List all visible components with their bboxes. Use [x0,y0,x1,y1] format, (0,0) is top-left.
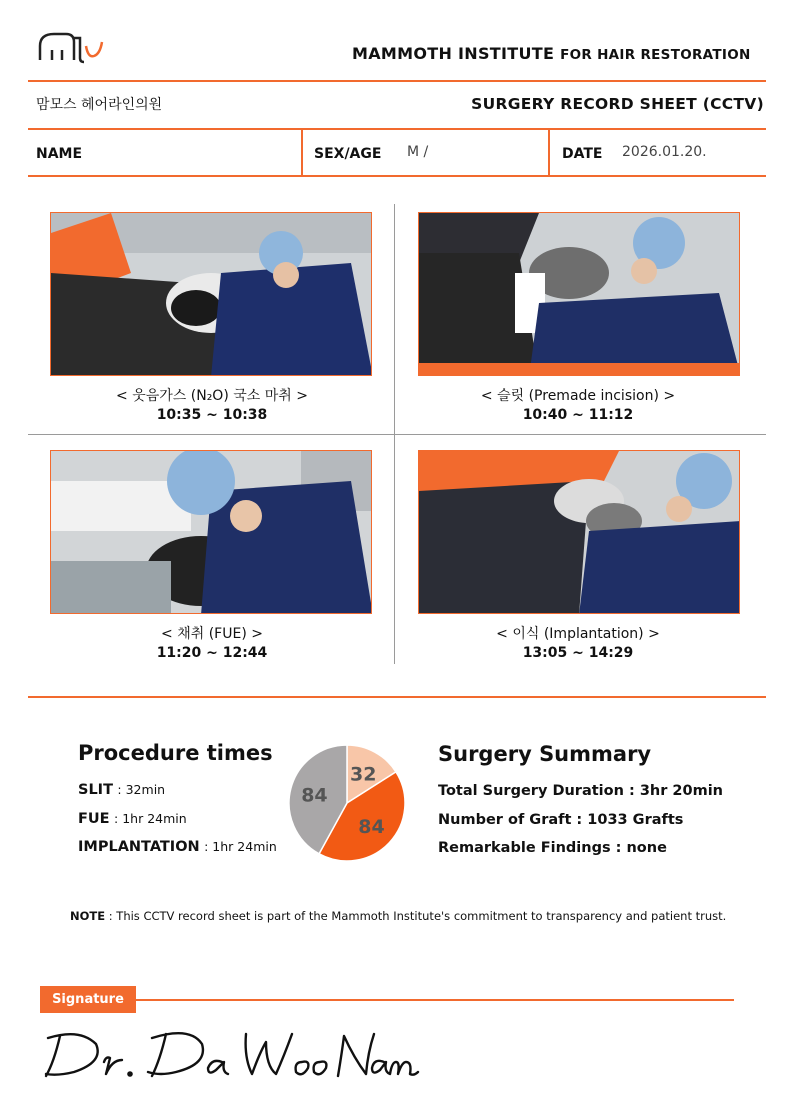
clinic-korean-name: 맘모스 헤어라인의원 [36,97,163,113]
info-separator [301,129,303,175]
brand-title [352,44,751,63]
procedure-times-heading: Procedure times [78,741,273,765]
procedure-item-label: SLIT [78,782,113,798]
step-time: 10:40 ~ 11:12 [522,407,634,423]
step-time: 10:35 ~ 10:38 [156,407,268,423]
procedure-item-fue [78,811,187,827]
procedure-item-value: : 32min [117,782,166,797]
summary-duration: Total Surgery Duration : 3hr 20min [438,783,724,799]
cctv-photo-implantation [418,450,740,614]
sex-age-label: SEX/AGE [314,146,382,162]
cctv-photo-anesthesia [50,212,372,376]
mammoth-logo [36,28,106,64]
brand-main: MAMMOTH INSTITUTE [352,44,555,63]
step-time: 11:20 ~ 12:44 [156,645,268,661]
signature-line [136,999,734,1001]
grid-horizontal-divider [28,434,766,435]
signature-label: Signature [40,986,136,1013]
procedure-item-slit [78,782,165,798]
step-title: < 채취 (FUE) > [161,626,263,642]
brand-sub: FOR HAIR RESTORATION [560,47,751,63]
procedure-item-label: FUE [78,811,110,827]
cctv-photo-slit [418,212,740,376]
step-title: < 이식 (Implantation) > [496,626,660,642]
summary-divider [28,696,766,698]
step-title: < 슬릿 (Premade incision) > [480,388,676,404]
info-separator [548,129,550,175]
handwritten-signature [40,1022,420,1088]
pie-label-implantation: 84 [301,784,328,807]
sex-age-value: M / [407,144,429,160]
info-bottom-divider [28,175,766,177]
pie-label-slit: 32 [349,763,377,786]
date-label: DATE [562,146,603,162]
step-time: 13:05 ~ 14:29 [522,645,634,661]
procedure-item-label: IMPLANTATION [78,839,200,855]
sheet-title: SURGERY RECORD SHEET (CCTV) [471,95,764,113]
step-caption [408,387,748,425]
step-caption [408,625,748,663]
date-value: 2026.01.20. [622,144,707,160]
note-text: : This CCTV record sheet is part of the Mammoth Institute's commitment to transparency and patient trust. [108,909,727,923]
step-caption [42,387,382,425]
header-divider [28,80,766,82]
summary-findings: Remarkable Findings : none [438,840,667,856]
step-title: < 웃음가스 (N₂O) 국소 마취 > [116,388,308,404]
procedure-item-value: : 1hr 24min [114,811,187,826]
surgery-summary-heading: Surgery Summary [438,742,652,766]
step-caption [42,625,382,663]
procedure-item-implantation [78,839,277,855]
info-top-divider [28,128,766,130]
pie-label-fue: 84 [358,816,385,839]
procedure-pie-chart [286,744,410,862]
name-label: NAME [36,146,83,162]
summary-graft-count: Number of Graft : 1033 Grafts [438,812,684,828]
note-label: NOTE [70,909,106,923]
procedure-item-value: : 1hr 24min [204,839,277,854]
cctv-photo-fue [50,450,372,614]
note [70,909,726,923]
